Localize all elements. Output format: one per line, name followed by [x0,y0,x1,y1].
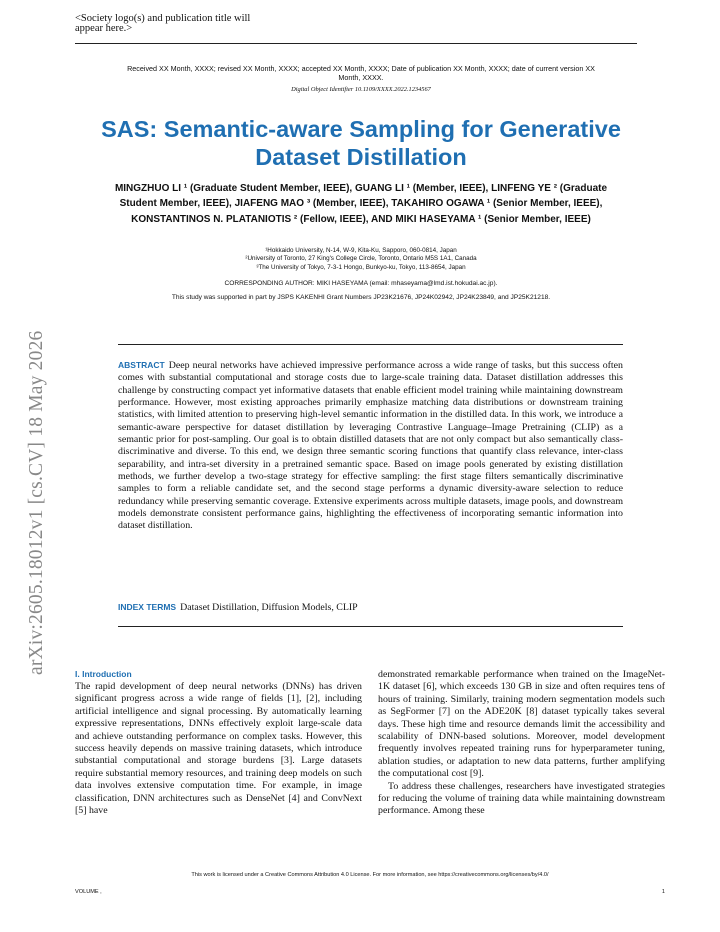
intro-paragraph-1: The rapid development of deep neural networks (DNNs) has driven significant progress across a wide range of fields [1], [2], including artificial intelligence and signal processing. By automatically learning expressive representations, DNNs effectively exploit large-scale data and achieve outstanding performance on complex tasks. However, this success heavily depends on massive training datasets, which introduce substantial computational and storage burdens [3]. Large datasets require substantial memory resources, and training deep models on such data involves extensive computation time. For example, in image classification, DNN architectures such as DenseNet [4] and ConvNext [5] have [75,681,362,817]
index-terms [118,601,623,614]
society-logo-placeholder: <Society logo(s) and publication title will appear here.> [75,13,251,34]
license-notice: This work is licensed under a Creative Commons Attribution 4.0 License. For more information, see https://creativecommons.org/licenses/by/4.0/ [191,872,549,878]
paper-title: SAS: Semantic-aware Sampling for Generative Dataset Distillation [101,116,621,170]
header-divider [75,43,637,44]
abstract-label: ABSTRACT [118,360,165,370]
volume-label: VOLUME , [75,889,102,895]
affiliation-2: ²University of Toronto, 27 King's College Circle, Toronto, Ontario M5S 1A1, Canada [245,255,477,263]
corresponding-author: CORRESPONDING AUTHOR: MIKI HASEYAMA (email: mhaseyama@lmd.ist.hokudai.ac.jp). [224,280,498,287]
abstract-bottom-rule [118,626,623,627]
received-dates: Received XX Month, XXXX; revised XX Month, XXXX; accepted XX Month, XXXX; Date of publication XX Month, XXXX; date of current version XX Month, XXXX. [127,64,595,82]
intro-paragraph-3: To address these challenges, researchers have investigated strategies for reducing the volume of training data while maintaining downstream performance. Among these [378,780,665,817]
intro-column-left [75,681,362,817]
abstract-top-rule [118,344,623,345]
arxiv-stamp-text: arXiv:2605.18012v1 [cs.CV] 18 May 2026 [26,330,47,675]
affiliation-1: ¹Hokkaido University, N-14, W-9, Kita-Ku, Sapporo, 060-0814, Japan [265,247,457,254]
affiliations [100,247,622,272]
abstract-text: Deep neural networks have achieved impressive performance across a wide range of tasks, but this success often comes with substantial computational and storage costs due to large-scale training data. Dataset distillation addresses this challenge by constructing compact yet informative datasets that enable efficient model training while maintaining downstream performance. However, most existing approaches primarily emphasize matching data distributions or downstream training statistics, with limited attention to preserving high-level semantic information in the distilled data. In this work, we introduce a semantic-aware perspective for dataset distillation by leveraging Contrastive Language–Image Pretraining (CLIP) as a semantic prior for post-sampling. Our goal is to obtain distilled datasets that are not only compact but also semantically class-discriminative and diverse. To this end, we design three semantic scoring functions that quantify class relevance, inter-class separability, and intra-set diversity in a pretrained semantic space. Based on image pools generated by existing distillation methods, we further develop a two-stage strategy for effective sampling: the first stage filters semantically discriminative samples to form a reliable candidate set, and the second stage performs a dynamic diversity-aware selection to reduce redundancy while preserving semantic coverage. Extensive experiments across multiple datasets, image pools, and downstream models demonstrate consistent performance gains, highlighting the effectiveness of incorporating semantic information into dataset distillation. [118,360,623,532]
affiliation-3: ³The University of Tokyo, 7-3-1 Hongo, Bunkyo-ku, Tokyo, 113-8654, Japan [256,263,466,271]
section-heading-introduction: I. Introduction [75,669,132,679]
funding-note: This study was supported in part by JSPS KAKENHI Grant Numbers JP23K21676, JP24K02942, JP24K23849, and JP25K21218. [171,294,551,301]
doi-line: Digital Object Identifier 10.1109/XXXX.2022.1234567 [291,86,431,93]
abstract-block [118,359,623,533]
arxiv-stamp [21,270,51,710]
page-number: 1 [661,889,665,895]
intro-column-right [378,669,665,818]
index-terms-text: Dataset Distillation, Diffusion Models, CLIP [180,602,358,613]
intro-paragraph-2: demonstrated remarkable performance when trained on the ImageNet-1K dataset [6], which exceeds 130 GB in size and often requires tens of hours of training. Similarly, training modern segmentation models such as SegFormer [7] on the ADE20K [8] dataset typically takes several days. These high time and resource demands limit the accessibility and scalability of DNN-based solutions. Moreover, model development frequently involves repeated training runs for hyperparameter tuning, ablation studies, or adaptation to new data patterns, further amplifying the computational cost [9]. [378,669,665,780]
index-terms-label: INDEX TERMS [118,602,177,612]
author-list: MINGZHUO LI ¹ (Graduate Student Member, IEEE), GUANG LI ¹ (Member, IEEE), LINFENG YE ² (Graduate Student Member, IEEE), JIAFENG MAO ³ (Member, IEEE), TAKAHIRO OGAWA ¹ (Senior Member, IEEE), KONSTANTINOS N. PLATANIOTIS ² (Fellow, IEEE), AND MIKI HASEYAMA ¹ (Senior Member, IEEE) [114,183,608,225]
